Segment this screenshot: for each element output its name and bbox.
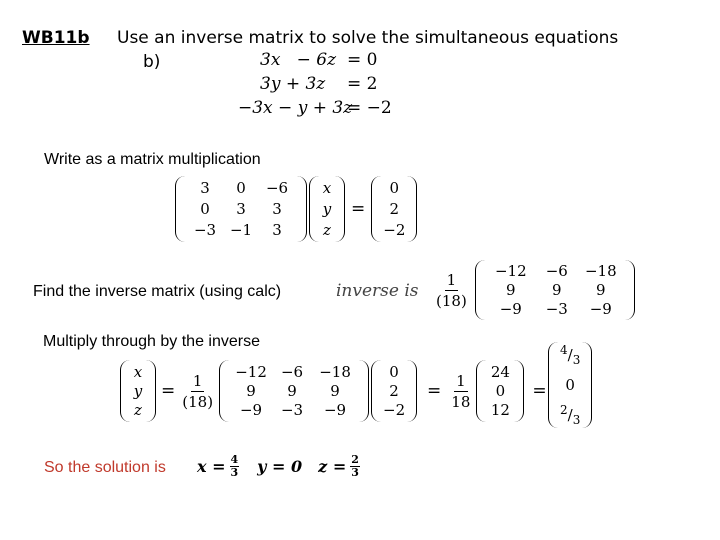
matrix-cell: −18 (584, 261, 617, 280)
coefficient-matrix (185, 177, 297, 242)
equation-1-rhs: = 0 (347, 50, 378, 70)
inverse-fraction: $\frac{1}{(18)}$ (436, 270, 467, 310)
step-3-label: Multiply through by the inverse (43, 333, 260, 350)
matrix-cell: 9 (246, 381, 256, 400)
inverse-matrix (229, 362, 359, 421)
matrix-cell: −9 (589, 299, 612, 318)
vector-cell: 2 (389, 199, 400, 218)
step-1-label: Write as a matrix multiplication (44, 151, 261, 168)
constant-vector (381, 362, 407, 421)
vector-cell: y (322, 199, 332, 218)
vector-cell: 0 (495, 381, 506, 400)
equals-sign: = (427, 381, 442, 401)
matrix-cell: 0 (200, 199, 210, 218)
equation-2-rhs: = 2 (347, 74, 378, 94)
solution-values (197, 454, 360, 479)
equals-sign: = (532, 381, 547, 401)
product-vector (486, 362, 514, 421)
step-2-label: Find the inverse matrix (using calc) (33, 283, 282, 300)
matrix-cell: 3 (236, 199, 246, 218)
result-cell-z: $^2/_3$ (560, 403, 581, 427)
equation-3-rhs: = −2 (347, 98, 392, 118)
vector-cell: y (133, 381, 143, 400)
solution-x-name: x = (197, 457, 226, 476)
result-cell-y: 0 (565, 376, 575, 394)
matrix-cell: −3 (545, 299, 568, 318)
part-label: b) (143, 52, 161, 72)
matrix-cell: 9 (506, 280, 516, 299)
coefficient-matrix-equation (175, 176, 417, 242)
vector-cell: 24 (490, 362, 510, 381)
matrix-cell: 3 (272, 220, 282, 239)
result-vector-wrapper (548, 342, 592, 428)
equation-3-lhs: −3x − y + 3z (238, 98, 353, 118)
matrix-cell: 9 (287, 381, 297, 400)
equals-sign: = (161, 381, 176, 401)
instruction-text: Use an inverse matrix to solve the simultaneous equations (117, 28, 619, 48)
vector-cell: z (134, 400, 142, 419)
constant-vector (381, 177, 407, 242)
matrix-cell: −12 (235, 362, 267, 381)
matrix-cell: −9 (323, 400, 347, 419)
matrix-cell: 0 (236, 178, 246, 197)
matrix-cell: −6 (545, 261, 568, 280)
inverse-multiplication-equation (120, 360, 555, 422)
result-cell-x: $^4/_3$ (560, 343, 581, 367)
matrix-cell: −9 (499, 299, 522, 318)
vector-cell: −2 (383, 400, 406, 419)
matrix-cell: −6 (265, 178, 289, 197)
matrix-cell: 9 (330, 381, 340, 400)
matrix-cell: −12 (494, 261, 527, 280)
inverse-is-text: inverse is (336, 281, 419, 301)
product-fraction: $\frac{1}{18}$ (451, 371, 471, 411)
inverse-matrix (485, 261, 625, 320)
solution-z-value: $\frac{2}{3}$ (351, 453, 359, 479)
worksheet-code: WB11b (22, 28, 90, 48)
equation-1-lhs: 3x − 6z (260, 50, 337, 70)
vector-cell: 12 (490, 400, 510, 419)
inverse-fraction: $\frac{1}{(18)}$ (182, 371, 214, 411)
solution-z-name: z = (318, 457, 347, 476)
matrix-cell: −9 (239, 400, 263, 419)
solution-y: y = 0 (257, 457, 303, 476)
matrix-cell: −1 (229, 220, 253, 239)
variable-vector (130, 362, 146, 421)
vector-cell: 2 (389, 381, 399, 400)
matrix-cell: 3 (200, 178, 210, 197)
vector-cell: 0 (389, 178, 400, 197)
vector-cell: z (323, 220, 331, 239)
matrix-cell: 3 (272, 199, 282, 218)
matrix-cell: 9 (552, 280, 562, 299)
vector-cell: x (133, 362, 143, 381)
result-vector (558, 343, 582, 427)
equals-sign: = (351, 199, 366, 219)
matrix-cell: −18 (319, 362, 351, 381)
vector-cell: x (322, 178, 332, 197)
equation-2-lhs: 3y + 3z (260, 74, 326, 94)
matrix-cell: −3 (280, 400, 304, 419)
solution-x-value: $\frac{4}{3}$ (230, 453, 239, 479)
matrix-cell: 9 (596, 280, 606, 299)
solution-label: So the solution is (44, 459, 166, 476)
matrix-cell: −6 (280, 362, 304, 381)
matrix-cell: −3 (193, 220, 217, 239)
inverse-matrix-expression (434, 260, 635, 320)
variable-vector (319, 177, 335, 242)
vector-cell: −2 (383, 220, 406, 239)
vector-cell: 0 (389, 362, 399, 381)
